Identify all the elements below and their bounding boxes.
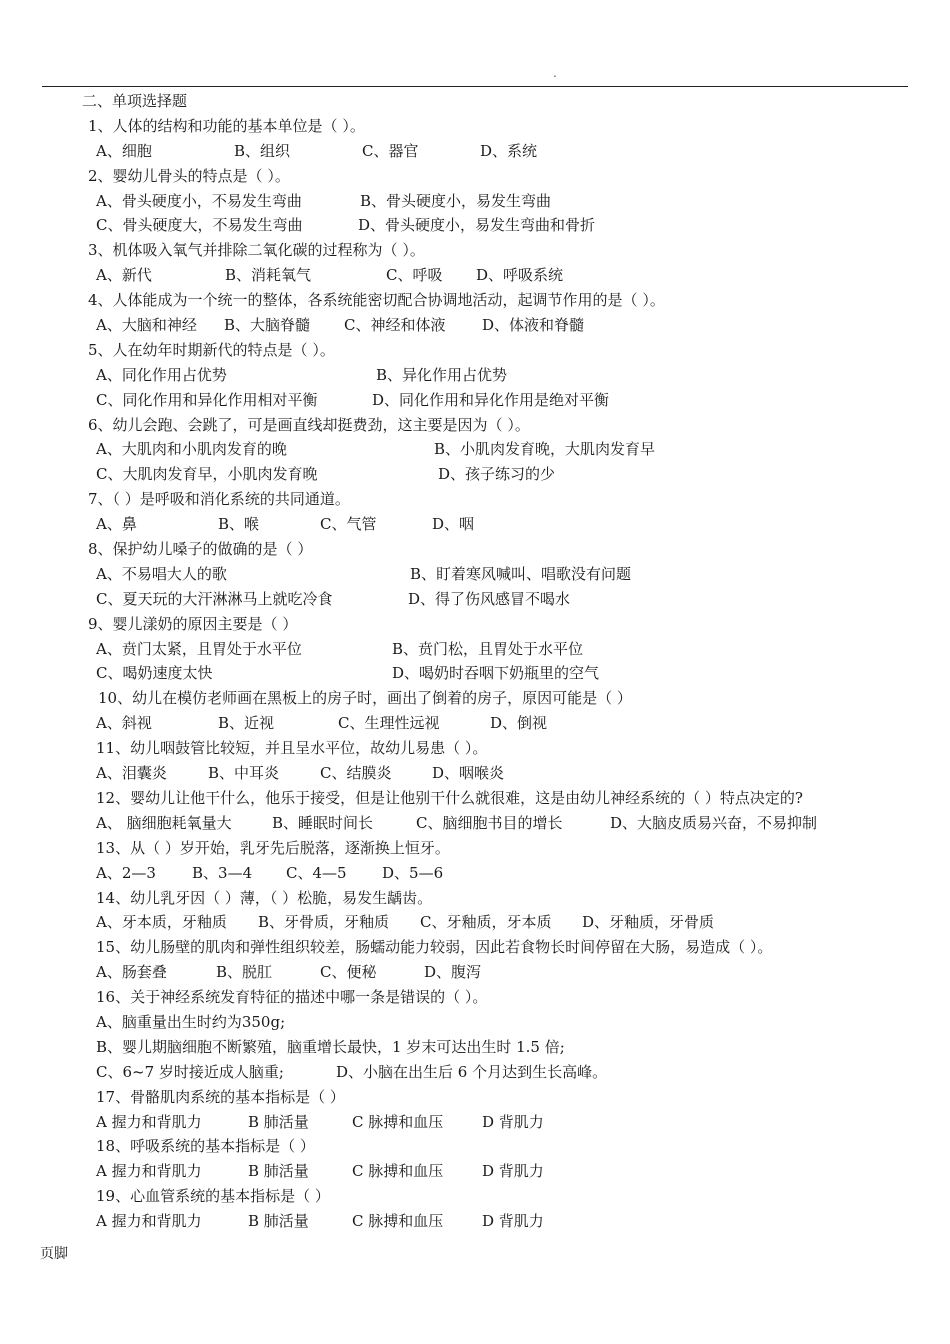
question-line: [0, 661, 950, 686]
question-text: A、不易唱大人的歌: [96, 564, 227, 583]
question-text: 13、从（ ）岁开始，乳牙先后脱落，逐渐换上恒牙。: [96, 838, 450, 857]
question-text: 8、保护幼儿嗓子的做确的是（ ）: [88, 540, 313, 559]
question-text: A、新代: [96, 266, 152, 285]
question-text: 1、人体的结构和功能的基本单位是（ ）。: [88, 116, 365, 135]
option-text: C、4—5: [286, 863, 347, 882]
option-text: B、消耗氧气: [225, 266, 312, 285]
option-text: B、牙骨质，牙釉质: [258, 913, 390, 932]
question-line: [0, 910, 950, 935]
option-text: C、牙釉质，牙本质: [420, 913, 552, 932]
question-text: 10、幼儿在模仿老师画在黑板上的房子时，画出了倒着的房子，原因可能是（ ）: [98, 689, 632, 708]
question-line: [0, 736, 950, 761]
question-text: A、斜视: [96, 714, 152, 733]
question-line: [0, 114, 950, 139]
option-text: C、生理性远视: [338, 714, 440, 733]
section-title: 二、单项选择题: [82, 92, 188, 110]
option-text: D、倒视: [490, 714, 548, 733]
option-text: D、系统: [480, 141, 538, 160]
question-line: [0, 213, 950, 238]
option-text: B、3—4: [192, 863, 253, 882]
question-text: A、脑重量出生时约为350g;: [96, 1012, 286, 1031]
question-line: [0, 1110, 950, 1135]
option-text: B、中耳炎: [208, 764, 280, 783]
question-line: [0, 960, 950, 985]
question-text: A、鼻: [96, 515, 137, 534]
option-text: D、孩子练习的少: [438, 465, 556, 484]
option-text: C 脉搏和血压: [352, 1112, 444, 1131]
question-text: B、婴儿期脑细胞不断繁殖，脑重增长最快，1 岁末可达出生时 1.5 倍;: [96, 1037, 565, 1056]
question-line: [0, 1010, 950, 1035]
question-text: 9、婴儿漾奶的原因主要是（ ）: [88, 614, 298, 633]
question-line: [0, 711, 950, 736]
option-text: D、咽: [432, 515, 475, 534]
question-line: [0, 338, 950, 363]
option-text: B 肺活量: [248, 1112, 309, 1131]
question-line: [0, 1060, 950, 1085]
question-text: 5、人在幼年时期新代的特点是（ ）。: [88, 340, 335, 359]
question-line: [0, 985, 950, 1010]
question-line: [0, 437, 950, 462]
question-line: [0, 1209, 950, 1234]
question-text: A、大脑和神经: [96, 316, 197, 335]
question-text: A 握力和背肌力: [96, 1112, 202, 1131]
page-footer: 页脚: [40, 1246, 68, 1262]
option-text: D、体液和脊髓: [482, 316, 585, 335]
question-line: [0, 462, 950, 487]
question-text: 19、心血管系统的基本指标是（ ）: [96, 1187, 330, 1206]
question-line: [0, 363, 950, 388]
header-dot: .: [553, 66, 557, 80]
question-line: [0, 1134, 950, 1159]
question-line: [0, 512, 950, 537]
question-text: A、骨头硬度小，不易发生弯曲: [96, 191, 302, 210]
question-text: C、夏天玩的大汗淋淋马上就吃冷食: [96, 589, 333, 608]
option-text: D、腹泻: [424, 963, 482, 982]
option-text: C、神经和体液: [344, 316, 446, 335]
option-text: B、睡眠时间长: [272, 813, 374, 832]
question-line: [0, 388, 950, 413]
question-line: [0, 487, 950, 512]
question-line: [0, 537, 950, 562]
question-text: A、牙本质，牙釉质: [96, 913, 227, 932]
option-text: C、呼吸: [386, 266, 443, 285]
option-text: C、器官: [362, 141, 419, 160]
section-heading-line: [0, 89, 950, 114]
question-text: 12、婴幼儿让他干什么，他乐于接受，但是让他别干什么就很难，这是由幼儿神经系统的（ ）特点决定的?: [96, 788, 803, 807]
question-text: C、骨头硬度大，不易发生弯曲: [96, 216, 303, 235]
question-text: 7、（ ）是呼吸和消化系统的共同通道。: [88, 490, 350, 509]
option-text: B、脱肛: [216, 963, 273, 982]
question-text: C、6~7 岁时接近成人脑重;: [96, 1062, 284, 1081]
option-text: B、组织: [234, 141, 291, 160]
question-text: A、贲门太紧，且胃处于水平位: [96, 639, 302, 658]
question-text: C、大肌肉发育早，小肌肉发育晚: [96, 465, 318, 484]
question-line: [0, 786, 950, 811]
question-line: [0, 935, 950, 960]
question-text: A、大肌肉和小肌肉发育的晚: [96, 440, 287, 459]
option-text: C、结膜炎: [320, 764, 392, 783]
question-line: [0, 836, 950, 861]
question-line: [0, 189, 950, 214]
option-text: C 脉搏和血压: [352, 1162, 444, 1181]
option-text: D 背肌力: [482, 1162, 544, 1181]
question-text: 2、婴幼儿骨头的特点是（ ）。: [88, 166, 290, 185]
question-line: [0, 263, 950, 288]
question-line: [0, 612, 950, 637]
question-line: [0, 811, 950, 836]
question-line: [0, 886, 950, 911]
question-text: A 握力和背肌力: [96, 1162, 202, 1181]
option-text: D、咽喉炎: [432, 764, 505, 783]
option-text: D、呼吸系统: [476, 266, 564, 285]
question-text: 4、人体能成为一个统一的整体，各系统能密切配合协调地活动，起调节作用的是（ ）。: [88, 291, 665, 310]
option-text: B、近视: [218, 714, 275, 733]
question-line: [0, 861, 950, 886]
question-text: A、同化作用占优势: [96, 365, 227, 384]
header-rule: [42, 86, 908, 87]
question-line: [0, 562, 950, 587]
question-line: [0, 637, 950, 662]
option-text: D、5—6: [382, 863, 444, 882]
question-line: [0, 413, 950, 438]
question-line: [0, 1035, 950, 1060]
option-text: B、大脑脊髓: [224, 316, 311, 335]
question-line: [0, 139, 950, 164]
option-text: B 肺活量: [248, 1162, 309, 1181]
question-line: [0, 313, 950, 338]
question-line: [0, 587, 950, 612]
option-text: B、盯着寒风喊叫、唱歌没有问题: [410, 564, 632, 583]
question-line: [0, 1184, 950, 1209]
option-text: D 背肌力: [482, 1112, 544, 1131]
option-text: B、贲门松，且胃处于水平位: [392, 639, 584, 658]
question-line: [0, 761, 950, 786]
option-text: D 背肌力: [482, 1212, 544, 1231]
question-text: 3、机体吸入氧气并排除二氧化碳的过程称为（ ）。: [88, 241, 425, 260]
question-text: C、同化作用和异化作用相对平衡: [96, 390, 318, 409]
question-text: A、细胞: [96, 141, 152, 160]
option-text: C、便秘: [320, 963, 377, 982]
option-text: B 肺活量: [248, 1212, 309, 1231]
option-text: D、同化作用和异化作用是绝对平衡: [372, 390, 610, 409]
question-line: [0, 164, 950, 189]
question-document: [0, 89, 950, 1234]
question-text: A、 脑细胞耗氧量大: [96, 813, 232, 832]
question-text: 15、幼儿肠壁的肌肉和弹性组织较差，肠蠕动能力较弱，因此若食物长时间停留在大肠，易造成（ ）。: [96, 938, 773, 957]
question-line: [0, 1085, 950, 1110]
question-text: 18、呼吸系统的基本指标是（ ）: [96, 1137, 315, 1156]
question-line: [0, 288, 950, 313]
question-text: 17、骨骼肌肉系统的基本指标是（ ）: [96, 1087, 345, 1106]
option-text: B、喉: [218, 515, 260, 534]
option-text: D、牙釉质，牙骨质: [582, 913, 715, 932]
option-text: C、脑细胞书目的增长: [416, 813, 563, 832]
option-text: D、骨头硬度小，易发生弯曲和骨折: [358, 216, 596, 235]
option-text: B、骨头硬度小，易发生弯曲: [360, 191, 552, 210]
question-text: A 握力和背肌力: [96, 1212, 202, 1231]
question-text: A、2—3: [96, 863, 156, 882]
question-text: 6、幼儿会跑、会跳了，可是画直线却挺费劲，这主要是因为（ ）。: [88, 415, 530, 434]
question-line: [0, 686, 950, 711]
question-line: [0, 238, 950, 263]
option-text: C 脉搏和血压: [352, 1212, 444, 1231]
question-text: 14、幼儿乳牙因（ ）薄，（ ）松脆，易发生龋齿。: [96, 888, 433, 907]
option-text: D、大脑皮质易兴奋，不易抑制: [610, 813, 818, 832]
question-text: A、肠套叠: [96, 963, 167, 982]
option-text: B、小肌肉发育晚，大肌肉发育早: [434, 440, 656, 459]
option-text: D、小脑在出生后 6 个月达到生长高峰。: [336, 1062, 608, 1081]
question-line: [0, 1159, 950, 1184]
option-text: C、气管: [320, 515, 377, 534]
option-text: D、喝奶时吞咽下奶瓶里的空气: [392, 664, 600, 683]
option-text: B、异化作用占优势: [376, 365, 508, 384]
question-text: C、喝奶速度太快: [96, 664, 213, 683]
question-text: 11、幼儿咽鼓管比较短，并且呈水平位，故幼儿易患（ ）。: [96, 739, 488, 758]
question-text: A、泪囊炎: [96, 764, 167, 783]
question-text: 16、关于神经系统发育特征的描述中哪一条是错误的（ ）。: [96, 988, 488, 1007]
option-text: D、得了伤风感冒不喝水: [408, 589, 571, 608]
